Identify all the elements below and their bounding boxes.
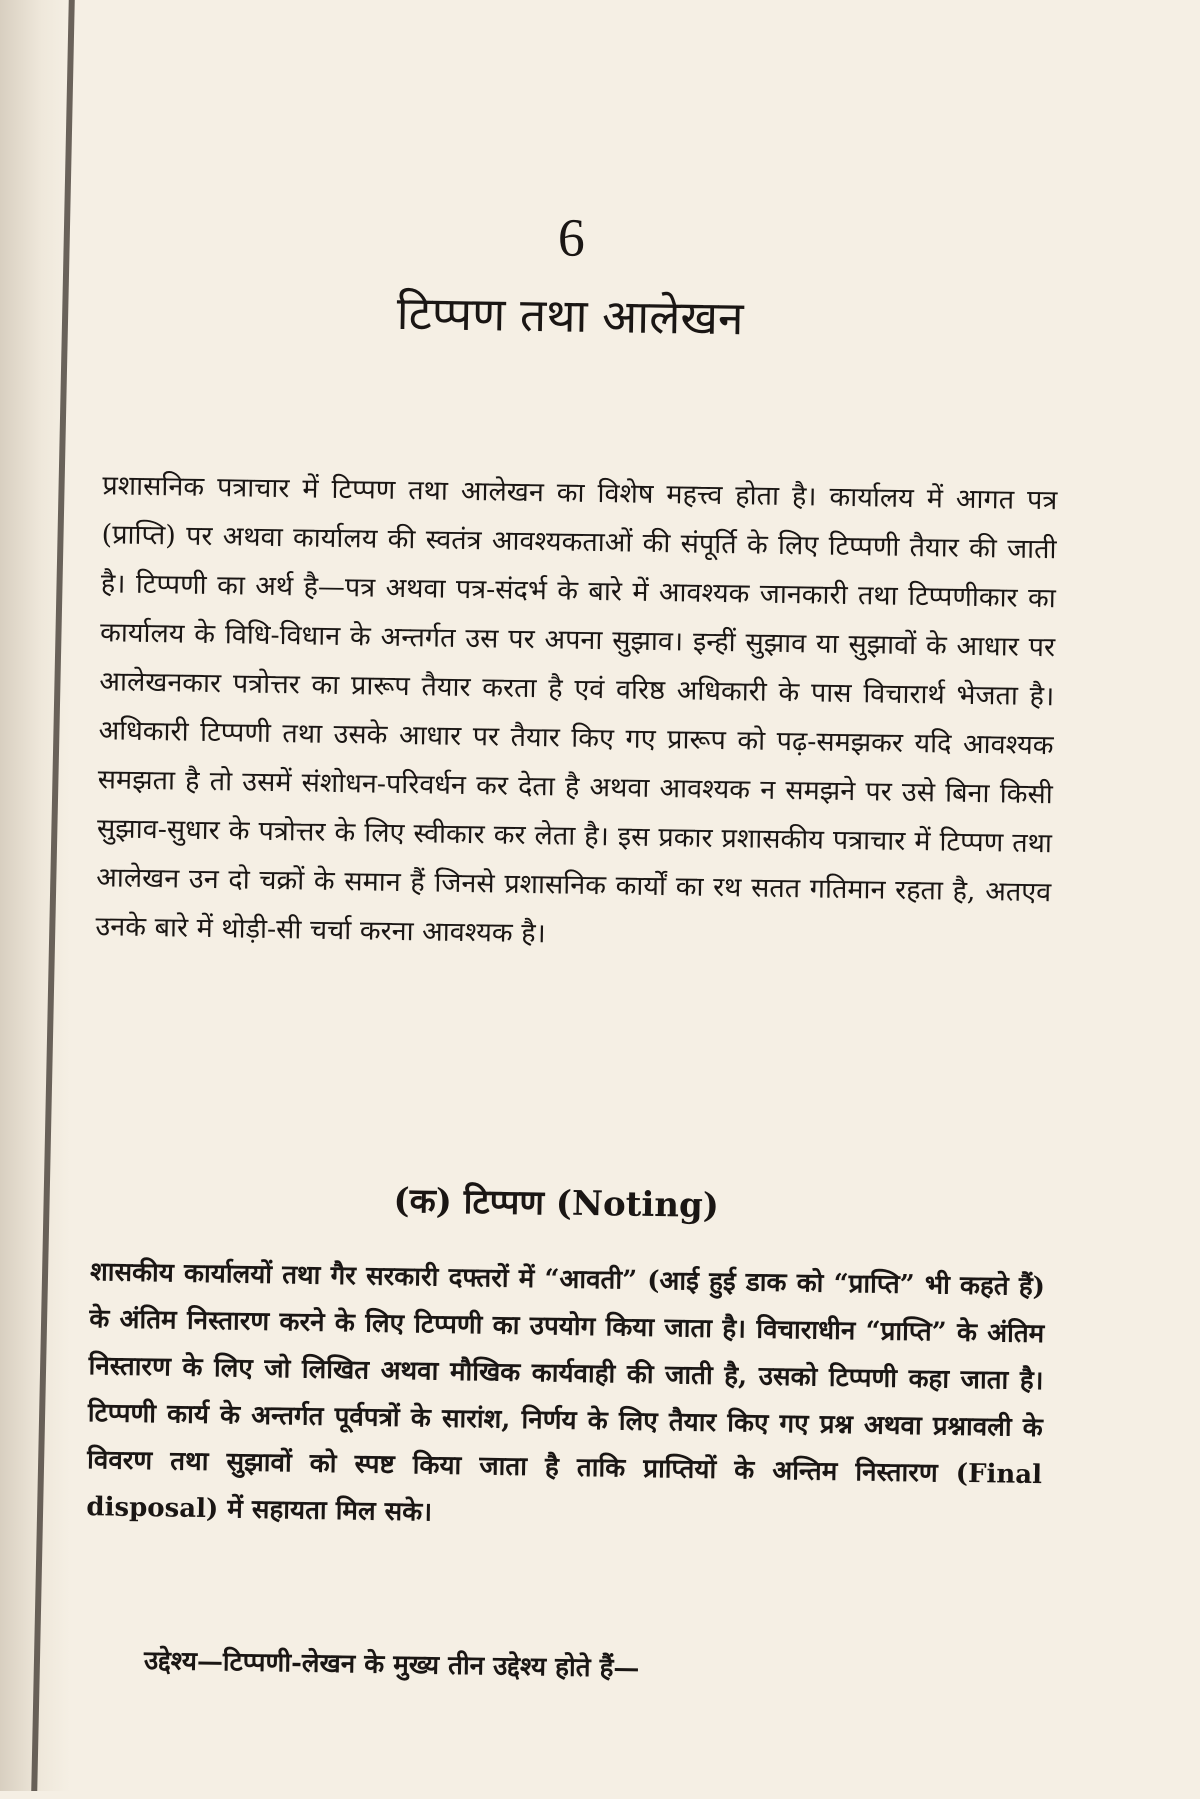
section-heading-noting: (क) टिप्पण (Noting) <box>393 1180 720 1227</box>
objective-line: उद्देश्य—टिप्पणी-लेखन के मुख्य तीन उद्देश्य होते हैं— <box>143 1646 640 1684</box>
chapter-title: टिप्पण तथा आलेखन <box>396 285 744 346</box>
intro-paragraph: प्रशासनिक पत्राचार में टिप्पण तथा आलेखन का विशेष महत्त्व होता है। कार्यालय में आगत पत्र (प्राप्ति) पर अथवा कार्यालय की स्वतंत्र आवश्यकताओं की संपूर्ति के लिए टिप्पणी तैयार की जाती है। टिप्पणी का अर्थ है—पत्र अथवा पत्र-संदर्भ के बारे में आवश्यक जानकारी तथा टिप्पणीकार का कार्यालय के विधि-विधान के अन्तर्गत उस पर अपना सुझाव। इन्हीं सुझाव या सुझावों के आधार पर आलेखनकार पत्रोत्तर का प्रारूप तैयार करता है एवं वरिष्ठ अधिकारी के पास विचारार्थ भेजता है। अधिकारी टिप्पणी तथा उसके आधार पर तैयार किए गए प्रारूप को पढ़-समझकर यदि आवश्यक समझता है तो उसमें संशोधन-परिवर्धन कर देता है अथवा आवश्यक न समझने पर उसे बिना किसी सुझाव-सुधार के पत्रोत्तर के लिए स्वीकार कर लेता है। इस प्रकार प्रशासकीय पत्राचार में टिप्पण तथा आलेखन उन दो चक्रों के समान हैं जिनसे प्रशासनिक कार्यों का रथ सतत गतिमान रहता है, अतएव उनके बारे में थोड़ी-सी चर्चा करना आवश्यक है। <box>95 470 1058 950</box>
book-page <box>42 0 1200 1799</box>
chapter-number: 6 <box>557 207 586 268</box>
noting-paragraph: शासकीय कार्यालयों तथा गैर सरकारी दफ्तरों में “आवती” (आई हुई डाक को “प्राप्ति” भी कहते हैं) के अंतिम निस्तारण करने के लिए टिप्पणी का उपयोग किया जाता है। विचाराधीन “प्राप्ति” के अंतिम निस्तारण के लिए जो लिखित अथवा मौखिक कार्यवाही की जाती है, उसको टिप्पणी कहा जाता है। टिप्पणी कार्य के अन्तर्गत पूर्वपत्रों के सारांश, निर्णय के लिए तैयार किए गए प्रश्न अथवा प्रश्नावली के विवरण तथा सुझावों को स्पष्ट किया जाता है ताकि प्राप्तियों के अन्तिम निस्तारण (Final disposal) में सहायता मिल सके। <box>86 1257 1046 1528</box>
